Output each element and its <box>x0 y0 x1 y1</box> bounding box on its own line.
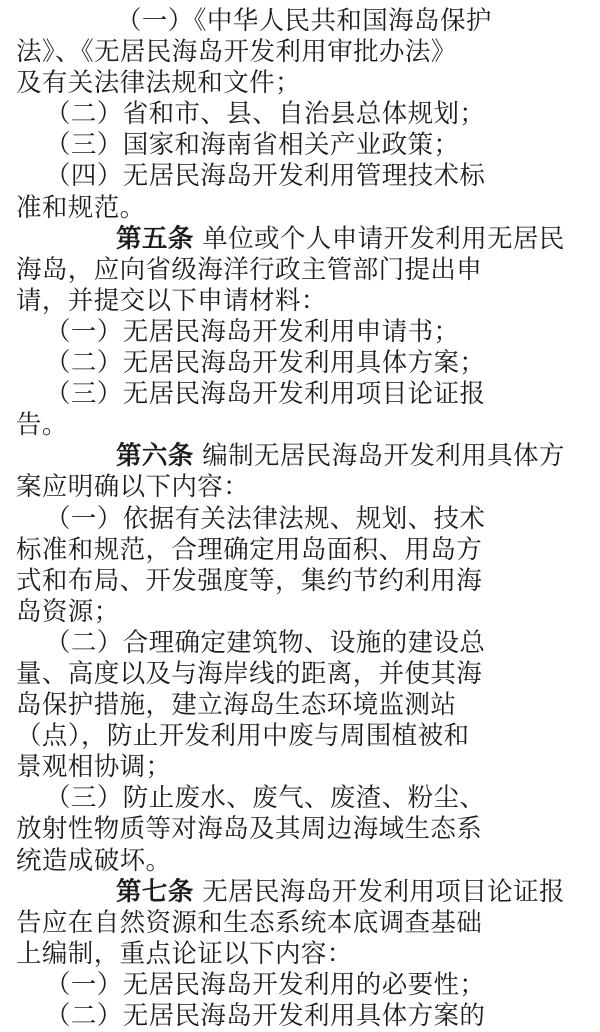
line-text: （二）省和市、县、自治县总体规划； <box>45 99 486 130</box>
text-line <box>16 37 590 68</box>
text-line <box>16 846 590 877</box>
text-line <box>16 130 590 161</box>
text-line <box>16 504 590 535</box>
article-number: 第五条 <box>116 223 194 254</box>
line-text: 放射性物质等对海岛及其周边海域生态系 <box>16 814 483 845</box>
line-text: 景观相协调； <box>16 752 172 783</box>
text-line <box>16 255 590 286</box>
line-text: 岛保护措施，建立海岛生态环境监测站 <box>16 690 457 721</box>
article-heading-line <box>16 877 590 908</box>
text-line <box>16 566 590 597</box>
line-text: 量、高度以及与海岸线的距离，并使其海 <box>16 658 483 689</box>
line-text: 准和规范。 <box>16 192 146 223</box>
text-line <box>16 908 590 939</box>
line-text: 式和布局、开发强度等，集约节约利用海 <box>16 565 483 596</box>
text-line <box>16 379 590 410</box>
text-line <box>16 752 590 783</box>
line-text: 标准和规范，合理确定用岛面积、用岛方 <box>16 534 483 565</box>
text-line <box>16 410 590 441</box>
text-line <box>16 161 590 192</box>
text-line <box>16 721 590 752</box>
line-text: 编制无居民海岛开发利用具体方 <box>193 441 565 472</box>
line-text: （三）无居民海岛开发利用项目论证报 <box>45 379 486 410</box>
document-body <box>16 6 590 1032</box>
line-text: （一）《中华人民共和国海岛保护 <box>116 6 492 36</box>
article-number: 第六条 <box>116 441 194 472</box>
line-text: （四）无居民海岛开发利用管理技术标 <box>45 161 486 192</box>
text-line <box>16 970 590 1001</box>
text-line <box>16 472 590 503</box>
article-heading-line <box>16 224 590 255</box>
text-line <box>16 659 590 690</box>
text-line <box>16 628 590 659</box>
text-line <box>16 783 590 814</box>
text-line <box>16 597 590 628</box>
line-text: 请，并提交以下申请材料： <box>16 285 327 316</box>
line-text: 案应明确以下内容： <box>16 472 250 503</box>
line-text: （点），防止开发利用中废与周围植被和 <box>16 721 470 752</box>
line-text: 上编制，重点论证以下内容： <box>16 938 353 969</box>
text-line <box>16 1001 590 1032</box>
line-text: （二）合理确定建筑物、设施的建设总 <box>45 627 486 658</box>
line-text: （一）无居民海岛开发利用申请书； <box>45 316 460 347</box>
line-text: 单位或个人申请开发利用无居民 <box>193 223 565 254</box>
line-text: 告。 <box>16 410 68 441</box>
article-heading-line <box>16 441 590 472</box>
line-text: 海岛，应向省级海洋行政主管部门提出申 <box>16 254 483 285</box>
line-text: （一）无居民海岛开发利用的必要性； <box>45 969 486 1000</box>
text-line <box>16 6 590 37</box>
line-text: （二）无居民海岛开发利用具体方案； <box>45 348 486 379</box>
text-line <box>16 690 590 721</box>
text-line <box>16 68 590 99</box>
text-line <box>16 193 590 224</box>
line-text: 法》、《无居民海岛开发利用审批办法》 <box>16 37 457 68</box>
text-line <box>16 348 590 379</box>
text-line <box>16 99 590 130</box>
line-text: 及有关法律法规和文件； <box>16 68 301 99</box>
line-text: 无居民海岛开发利用项目论证报 <box>193 876 565 907</box>
text-line <box>16 535 590 566</box>
text-line <box>16 939 590 970</box>
line-text: （三）国家和海南省相关产业政策； <box>45 130 460 161</box>
line-text: （二）无居民海岛开发利用具体方案的 <box>45 1001 486 1031</box>
line-text: 统造成破坏。 <box>16 845 172 876</box>
line-text: 告应在自然资源和生态系统本底调查基础 <box>16 907 483 938</box>
article-number: 第七条 <box>116 876 194 907</box>
line-text: （三）防止废水、废气、废渣、粉尘、 <box>45 783 486 814</box>
text-line <box>16 286 590 317</box>
text-line <box>16 814 590 845</box>
text-line <box>16 317 590 348</box>
line-text: （一）依据有关法律法规、规划、技术 <box>45 503 486 534</box>
line-text: 岛资源； <box>16 596 120 627</box>
